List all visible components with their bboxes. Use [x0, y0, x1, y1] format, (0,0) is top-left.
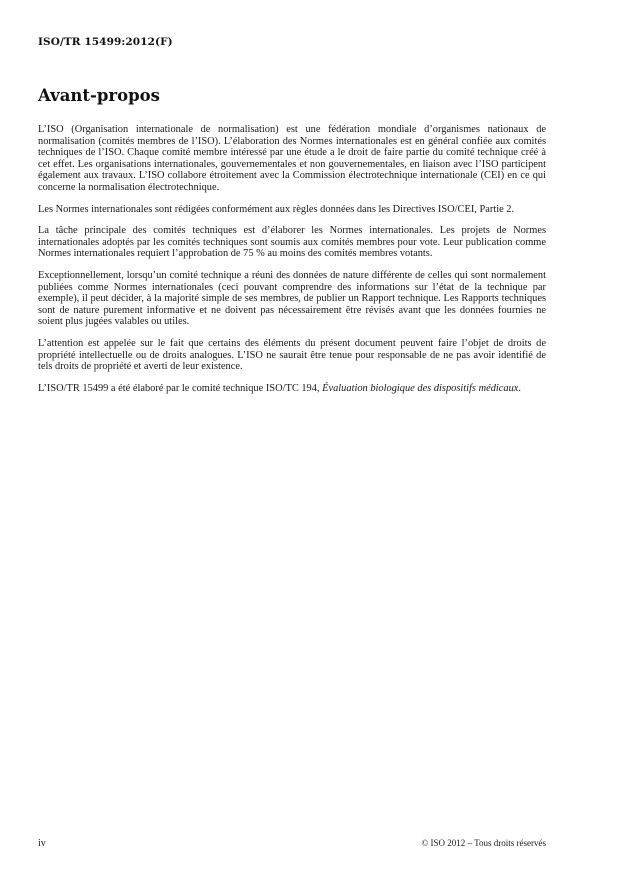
- paragraph-directives: Les Normes internationales sont rédigées conformément aux règles données dans les Directives ISO/CEI, Partie 2.: [38, 203, 515, 215]
- foreword-body: [38, 124, 546, 404]
- section-title: Avant-propos: [38, 86, 160, 105]
- attribution-prefix: L’ISO/TR 15499 a été élaboré par le comité technique ISO/TC 194,: [38, 382, 323, 394]
- paragraph-technical-committees: La tâche principale des comités techniques est d’élaborer les Normes internationales. Les projets de Normes internationales adoptés par les comités techniques sont soumis aux comités membres pour vote. Leur publication comme Normes internationales requiert l’approbation de 75 % au moins des comités membres votants.: [38, 225, 546, 260]
- page-number: iv: [38, 838, 46, 849]
- attribution-suffix: .: [518, 382, 521, 394]
- paragraph-iso-organisation: L’ISO (Organisation internationale de normalisation) est une fédération mondiale d’organismes nationaux de normalisation (comités membres de l’ISO). L’élaboration des Normes internationales est en général confiée aux comités techniques de l’ISO. Chaque comité membre intéressé par une étude a le droit de faire partie du comité technique créé à cet effet. Les organisations internationales, gouvernementales et non gouvernementales, en liaison avec l’ISO participent également aux travaux. L’ISO collabore étroitement avec la Commission électrotechnique internationale (CEI) en ce qui concerne la normalisation électrotechnique.: [38, 124, 546, 193]
- paragraph-technical-report: Exceptionnellement, lorsqu’un comité technique a réuni des données de nature différente de celles qui sont normalement publiées comme Normes internationales (ceci pouvant comprendre des informations sur l’état de la technique par exemple), il peut décider, à la majorité simple de ses membres, de publier un Rapport technique. Les Rapports techniques sont de nature purement informative et ne doivent pas nécessairement être révisés avant que les données fournies ne soient plus jugées valables ou utiles.: [38, 269, 546, 328]
- paragraph-committee-attribution: [38, 383, 546, 395]
- attribution-committee-title: Évaluation biologique des dispositifs médicaux: [322, 382, 519, 394]
- document-id: ISO/TR 15499:2012(F): [38, 36, 173, 48]
- paragraph-patent-rights: L’attention est appelée sur le fait que certains des éléments du présent document peuvent faire l’objet de droits de propriété intellectuelle ou de droits analogues. L’ISO ne saurait être tenue pour responsable de ne pas avoir identifié de tels droits de propriété et averti de leur existence.: [38, 337, 546, 373]
- document-page: [38, 0, 546, 876]
- copyright-notice: © ISO 2012 – Tous droits réservés: [421, 838, 546, 848]
